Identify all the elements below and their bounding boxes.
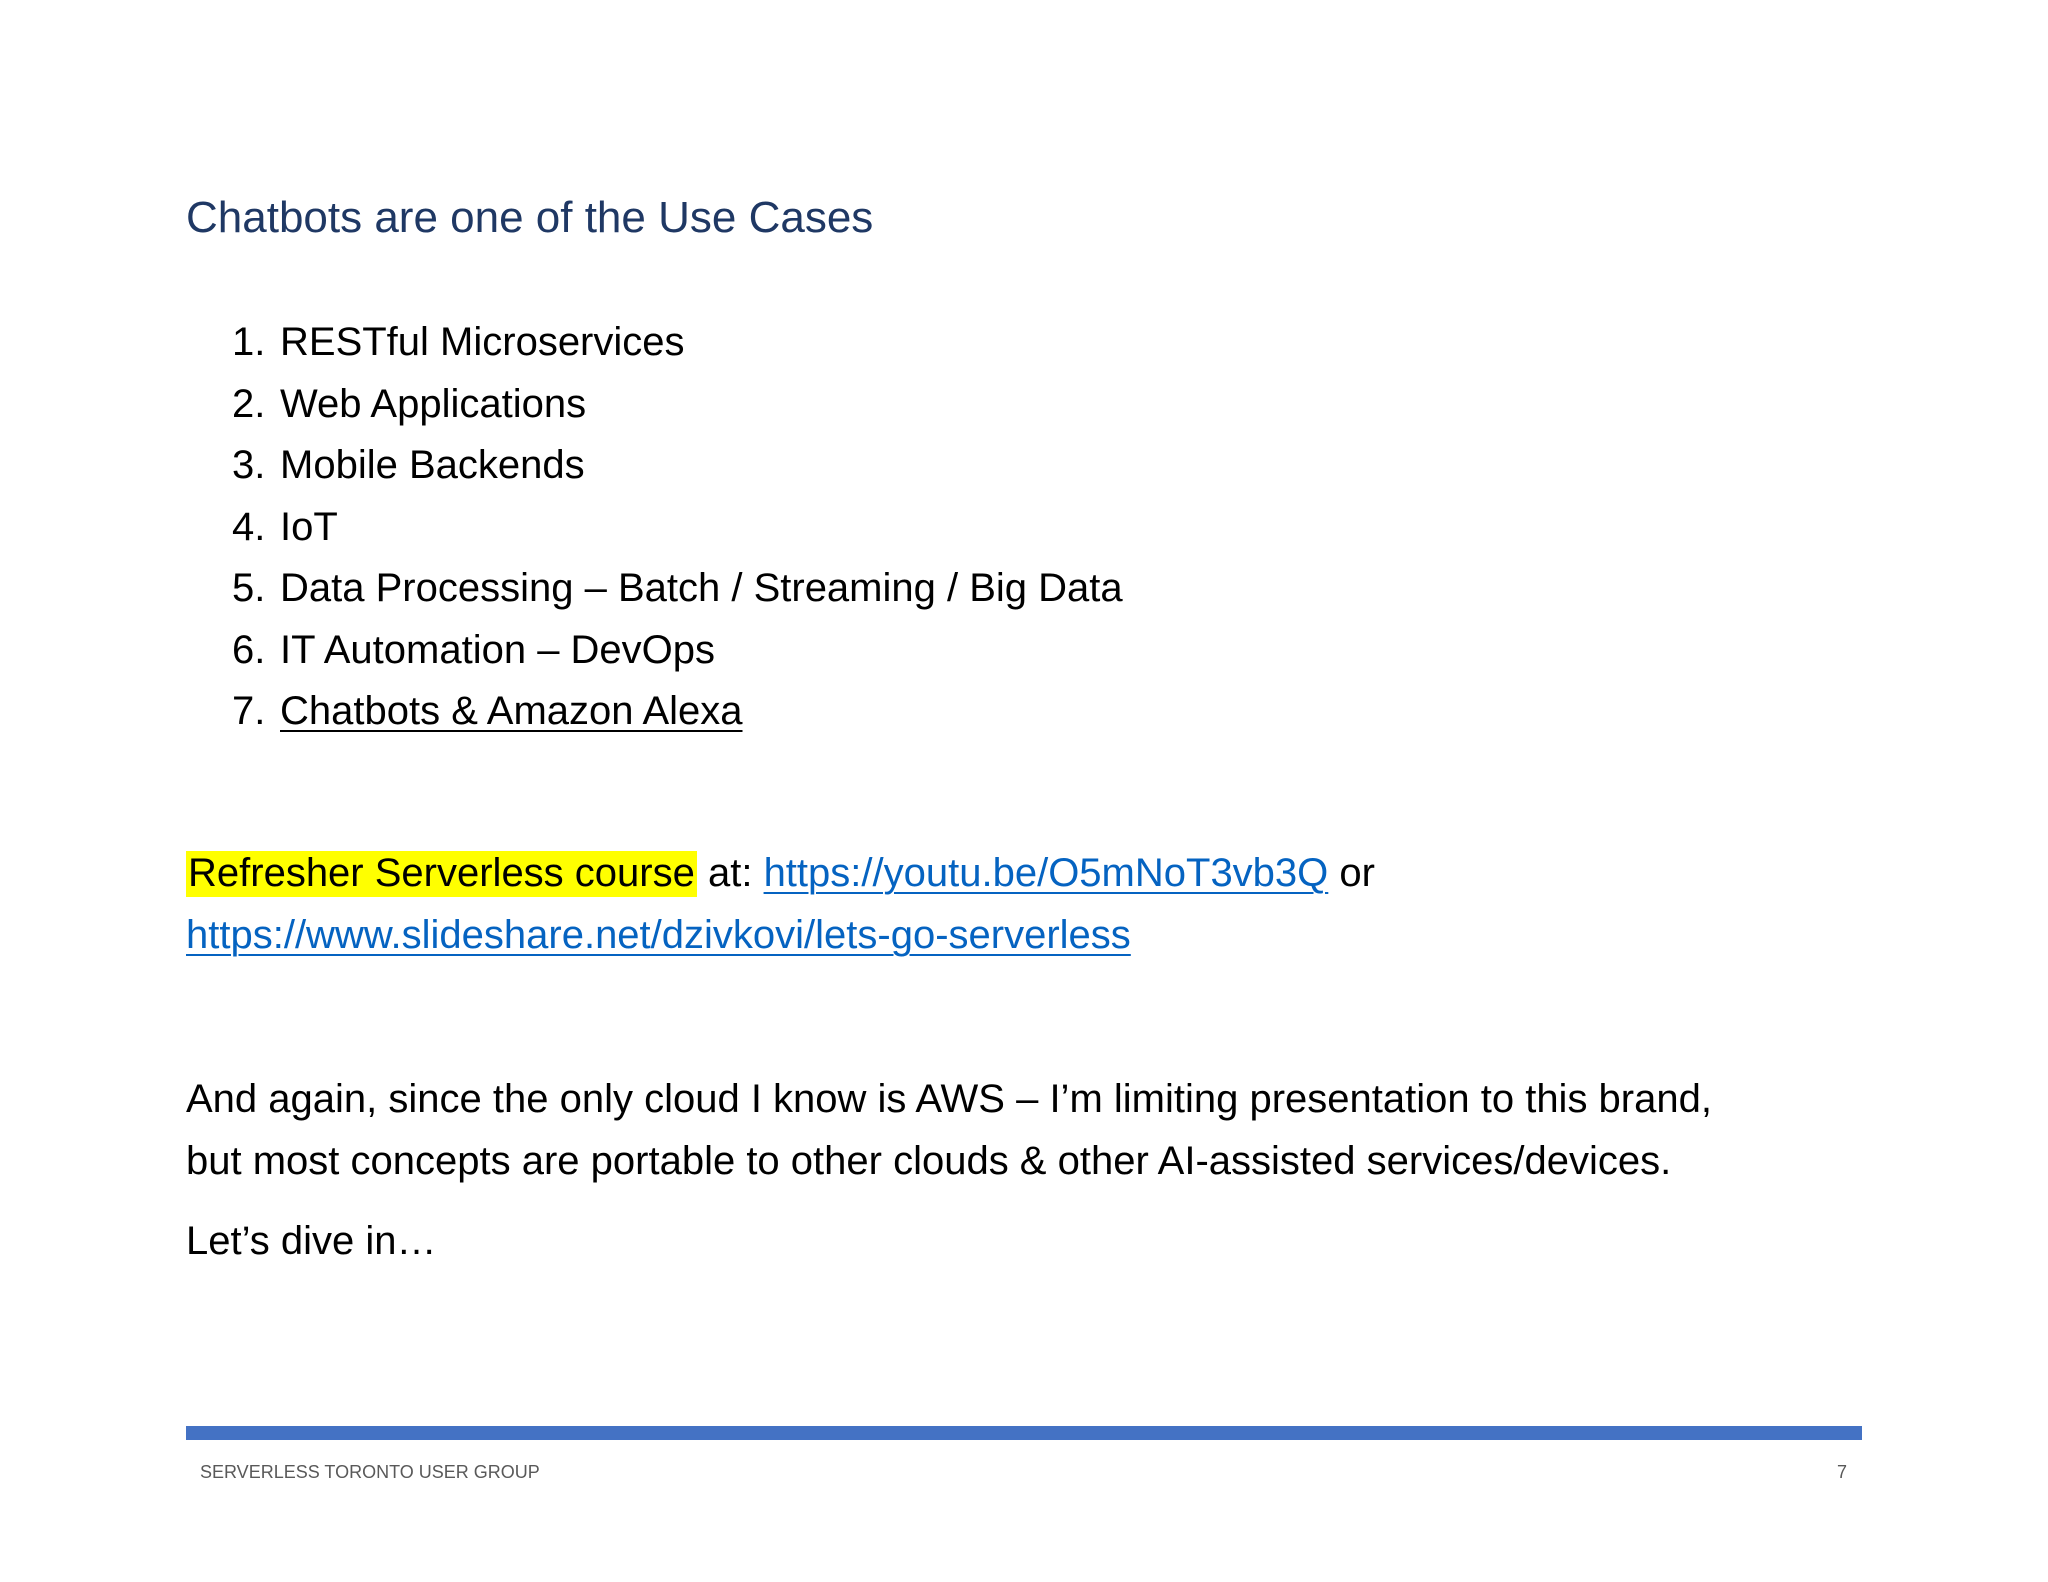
list-item-number: 4. (232, 504, 266, 549)
use-case-list (232, 312, 1123, 743)
footer-divider (186, 1426, 1862, 1440)
or-text: or (1328, 851, 1375, 895)
slide-title: Chatbots are one of the Use Cases (186, 193, 874, 242)
youtube-link[interactable]: https://youtu.be/O5mNoT3vb3Q (763, 851, 1329, 895)
list-item-number: 6. (232, 627, 266, 672)
list-item-number: 2. (232, 381, 266, 426)
list-item (232, 312, 1123, 374)
aws-paragraph (186, 1068, 1886, 1192)
at-text: at: (696, 851, 764, 895)
list-item-label: RESTful Microservices (280, 320, 685, 364)
list-item-number: 7. (232, 689, 266, 733)
list-item (232, 435, 1123, 497)
slideshare-link[interactable]: https://www.slideshare.net/dzivkovi/lets-go-serverless (186, 913, 1131, 957)
list-item-label-underlined: Chatbots & Amazon Alexa (280, 689, 743, 733)
refresher-line-2 (186, 904, 1375, 966)
list-item (232, 497, 1123, 559)
list-item-label: Data Processing – Batch / Streaming / Big Data (280, 566, 1123, 610)
list-item (232, 681, 1123, 743)
list-item (232, 374, 1123, 436)
list-item (232, 558, 1123, 620)
refresher-block (186, 842, 1375, 966)
list-item-label: IoT (280, 504, 338, 549)
paragraph-line-2: but most concepts are portable to other clouds & other AI-assisted services/devices. (186, 1139, 1672, 1183)
list-item-number: 3. (232, 443, 266, 487)
list-item (232, 620, 1123, 682)
list-item-label: IT Automation – DevOps (280, 627, 716, 672)
list-item-label: Mobile Backends (280, 443, 585, 487)
highlighted-text: Refresher Serverless course (188, 851, 695, 895)
page-number: 7 (1836, 1462, 1847, 1482)
dive-in-text: Let’s dive in… (186, 1219, 437, 1263)
refresher-line-1 (186, 842, 1375, 904)
list-item-number: 1. (232, 320, 266, 364)
footer-org: SERVERLESS TORONTO USER GROUP (200, 1462, 540, 1482)
list-item-label: Web Applications (280, 381, 587, 426)
list-item-number: 5. (232, 566, 266, 610)
paragraph-line-1: And again, since the only cloud I know is AWS – I’m limiting presentation to this brand, (186, 1077, 1712, 1121)
